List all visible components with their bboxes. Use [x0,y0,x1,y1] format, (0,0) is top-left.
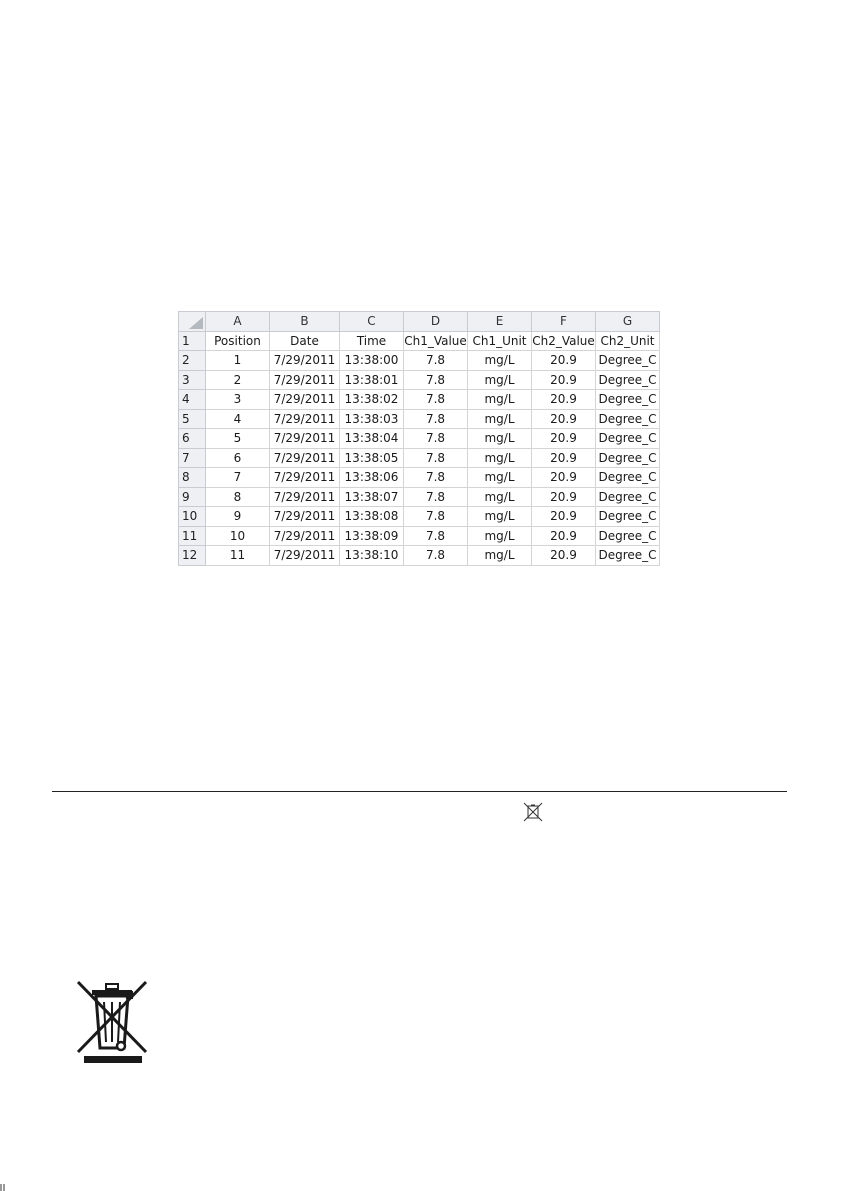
table-cell: 7.8 [404,448,468,468]
table-cell: 20.9 [532,448,596,468]
table-cell: 7/29/2011 [270,370,340,390]
row-number: 4 [179,390,206,410]
table-cell: Degree_C [596,487,660,507]
table-cell: Degree_C [596,448,660,468]
column-letter: D [404,312,468,332]
table-cell: 7.8 [404,390,468,410]
column-letter: A [206,312,270,332]
table-cell: 6 [206,448,270,468]
table-cell: 7/29/2011 [270,546,340,566]
table-cell: mg/L [468,351,532,371]
select-all-corner [179,312,206,332]
table-cell: 3 [206,390,270,410]
table-cell: 13:38:06 [340,468,404,488]
table-cell: 1 [206,351,270,371]
table-row [179,487,660,507]
table-cell: 7/29/2011 [270,487,340,507]
table-cell: 7/29/2011 [270,351,340,371]
table-cell: Degree_C [596,429,660,449]
column-letter: C [340,312,404,332]
table-cell: mg/L [468,448,532,468]
select-all-icon [189,317,203,329]
crossed-out-wheelie-bin-icon [74,976,150,1064]
table-cell: 8 [206,487,270,507]
table-cell: mg/L [468,468,532,488]
table-cell: 20.9 [532,409,596,429]
table-cell: 7.8 [404,409,468,429]
header-cell: Ch2_Value [532,331,596,351]
table-cell: 7/29/2011 [270,429,340,449]
table-cell: 20.9 [532,546,596,566]
table-row [179,370,660,390]
table-cell: 7/29/2011 [270,390,340,410]
table-cell: mg/L [468,546,532,566]
header-cell: Ch2_Unit [596,331,660,351]
table-cell: 13:38:03 [340,409,404,429]
table-cell: 7.8 [404,370,468,390]
table-cell: Degree_C [596,468,660,488]
column-letter: E [468,312,532,332]
table-cell: Degree_C [596,507,660,527]
table-cell: 20.9 [532,487,596,507]
table-row [179,448,660,468]
header-cell: Position [206,331,270,351]
table-cell: 7/29/2011 [270,468,340,488]
column-letter-row [179,312,660,332]
header-cell: Date [270,331,340,351]
table-cell: 7/29/2011 [270,409,340,429]
table-cell: 7/29/2011 [270,448,340,468]
table-cell: 11 [206,546,270,566]
row-number: 12 [179,546,206,566]
table-cell: mg/L [468,370,532,390]
row-number: 3 [179,370,206,390]
column-letter: B [270,312,340,332]
table-cell: 13:38:07 [340,487,404,507]
table-cell: 7.8 [404,507,468,527]
row-number: 8 [179,468,206,488]
table-row [179,526,660,546]
table-cell: 20.9 [532,526,596,546]
table-cell: 10 [206,526,270,546]
table-row [179,390,660,410]
table-cell: 13:38:10 [340,546,404,566]
table-cell: 7.8 [404,487,468,507]
header-cell: Ch1_Value [404,331,468,351]
page-corner-mark [0,1182,6,1191]
table-cell: 20.9 [532,429,596,449]
table-cell: mg/L [468,526,532,546]
table-row [179,507,660,527]
table-row [179,546,660,566]
table-row [179,429,660,449]
table-row [179,409,660,429]
table-cell: 13:38:00 [340,351,404,371]
table-cell: 20.9 [532,507,596,527]
spreadsheet-excerpt [178,311,660,566]
section-divider [52,791,787,792]
table-cell: 4 [206,409,270,429]
column-letter: F [532,312,596,332]
row-number: 11 [179,526,206,546]
table-cell: Degree_C [596,409,660,429]
table-cell: 2 [206,370,270,390]
table-cell: 7.8 [404,429,468,449]
table-cell: 9 [206,507,270,527]
table-cell: mg/L [468,487,532,507]
table-cell: mg/L [468,409,532,429]
row-number: 1 [179,331,206,351]
header-cell: Ch1_Unit [468,331,532,351]
table-cell: mg/L [468,507,532,527]
table-cell: mg/L [468,390,532,410]
table-row [179,468,660,488]
table-cell: 7/29/2011 [270,526,340,546]
table-cell: mg/L [468,429,532,449]
column-letter: G [596,312,660,332]
table-cell: 13:38:09 [340,526,404,546]
table-cell: 13:38:08 [340,507,404,527]
row-number: 2 [179,351,206,371]
table-cell: 13:38:04 [340,429,404,449]
table-cell: Degree_C [596,546,660,566]
table-cell: 7/29/2011 [270,507,340,527]
table-row [179,351,660,371]
table-cell: 7 [206,468,270,488]
row-number: 7 [179,448,206,468]
table-cell: Degree_C [596,526,660,546]
table-cell: 20.9 [532,351,596,371]
table-cell: 20.9 [532,468,596,488]
table-cell: 7.8 [404,526,468,546]
table-cell: Degree_C [596,351,660,371]
table-cell: 20.9 [532,390,596,410]
table-cell: Degree_C [596,370,660,390]
table-cell: 7.8 [404,468,468,488]
header-row [179,331,660,351]
row-number: 5 [179,409,206,429]
table-cell: 7.8 [404,351,468,371]
table-cell: 13:38:05 [340,448,404,468]
table-cell: 13:38:02 [340,390,404,410]
crossed-battery-icon [522,802,544,822]
table-cell: 7.8 [404,546,468,566]
table-cell: 20.9 [532,370,596,390]
table-cell: 5 [206,429,270,449]
table-cell: Degree_C [596,390,660,410]
row-number: 10 [179,507,206,527]
row-number: 9 [179,487,206,507]
row-number: 6 [179,429,206,449]
table-cell: 13:38:01 [340,370,404,390]
header-cell: Time [340,331,404,351]
